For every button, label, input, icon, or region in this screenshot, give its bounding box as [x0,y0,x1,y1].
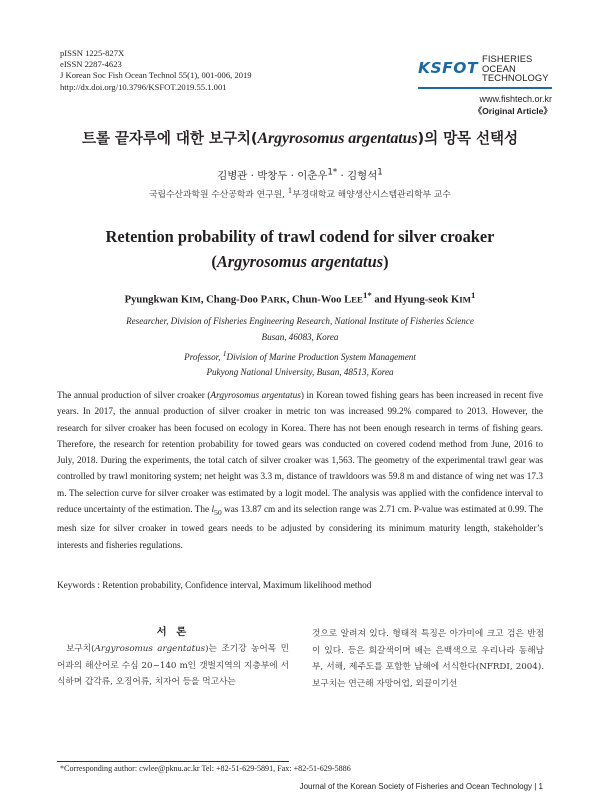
pissn: pISSN 1225-827X [60,48,125,58]
body-column-left [57,625,289,691]
page-footer: Journal of the Korean Society of Fisheries and Ocean Technology | 1 [299,782,543,791]
korean-authors: 김병관 · 박창두 · 이춘우$^{1*}$ · 김형석$^1$ [217,167,383,182]
english-affiliation: Researcher, Division of Fisheries Engineering Research, National Institute of Fisheries Science Busan, 46083, Korea Professor, $^1$Division of Marine Production System Management Pukyong National University, Busan, 48513, Korea [126,316,474,378]
corresponding-author-note: *Corresponding author: cwlee@pknu.ac.kr Tel: +82-51-629-5891, Fax: +82-51-629-5886 [60,764,351,773]
abstract: The annual production of silver croaker (Argyrosomus argentatus) in Korean towed fishing gears has been increased in recent five years. In 2017, the annual production of silver croaker in metric ton was increased 99.2% compared to 2013. However, the research for silver croaker has been focused on ecology in Korea. There has not been enough research in terms of fishing gears. Therefore, the research for retention probability for towed gears was conducted on covered codend method from June, 2016 to July, 2018. During the experiments, the total catch of silver croaker was 1,563. The geometry of the experimental trawl gear was controlled by trawl monitoring system; net height was 3.3 m, distance of trawldoors was 59.8 m and distance of wing net was 17.3 m. The selection curve for silver croaker was estimated by a logit model. The analysis was applied with the confidence interval to reduce uncertainty of the estimation. The $l_{50}$ was 13.87 cm and its selection range was 2.71 cm. P-value was estimated at 0.99. The mesh size for silver croaker in towed gears needs to be adjusted by considering its minimum maturity length, stakeholder’s interests and fisheries regulations. [57,391,543,551]
journal-url[interactable]: www.fishtech.or.kr [479,93,552,104]
english-title: Retention probability of trawl codend for silver croaker (Argyrosomus argentatus) [105,227,495,271]
journal-brand [418,54,552,117]
body-column-right [312,626,544,692]
korean-affiliation: 국립수산과학원 수산공학과 연구원, $^1$부경대학교 해양생산시스템관리학부 교수 [149,186,451,200]
keywords: Keywords : Retention probability, Confidence interval, Maximum likelihood method [57,581,372,591]
journal-meta [60,48,252,93]
brand-rule [418,87,552,89]
citation: J Korean Soc Fish Ocean Technol 55(1), 001-006, 2019 [60,70,252,81]
eissn: eISSN 2287-4623 [60,59,122,70]
korean-title: 트롤 끝자루에 대한 보구치(Argyrosomus argentatus)의 망목 선택성 [81,130,519,147]
body-paragraph-continued: 것으로 알려져 있다. 형태적 특징은 아가미에 크고 검은 반점이 있다. 등은 회갈색이며 배는 은백색으로 우리나라 동해남부, 서해, 제주도를 포함한 남해에 서식한다(NFRDI, 2004). 보구치는 연근해 자망어업, 외끌이기선 [312,629,544,689]
footnote-rule [57,761,289,762]
brand-name: FISHERIES OCEAN TECHNOLOGY [482,53,549,84]
body-paragraph: 보구치(Argyrosomus argentatus)는 조기강 농어목 민어과의 해산어로 수심 20~140 m인 갯벌지역의 지층부에 서식하며 갑각류, 오징어류, 치자어 등을 먹고사는 [57,644,290,688]
ksfot-logo: KSFOT [418,59,479,78]
doi-link[interactable]: http://dx.doi.org/10.3796/KSFOT.2019.55.1.001 [60,81,227,92]
section-heading: 서 론 [156,626,190,638]
article-type: 《Original Article》 [473,105,552,116]
english-authors: Pyungkwan KIM, Chang-Doo PARK, Chun-Woo $LEE^{1*}$ and Hyung-seok KIM$^1$ [124,290,476,306]
